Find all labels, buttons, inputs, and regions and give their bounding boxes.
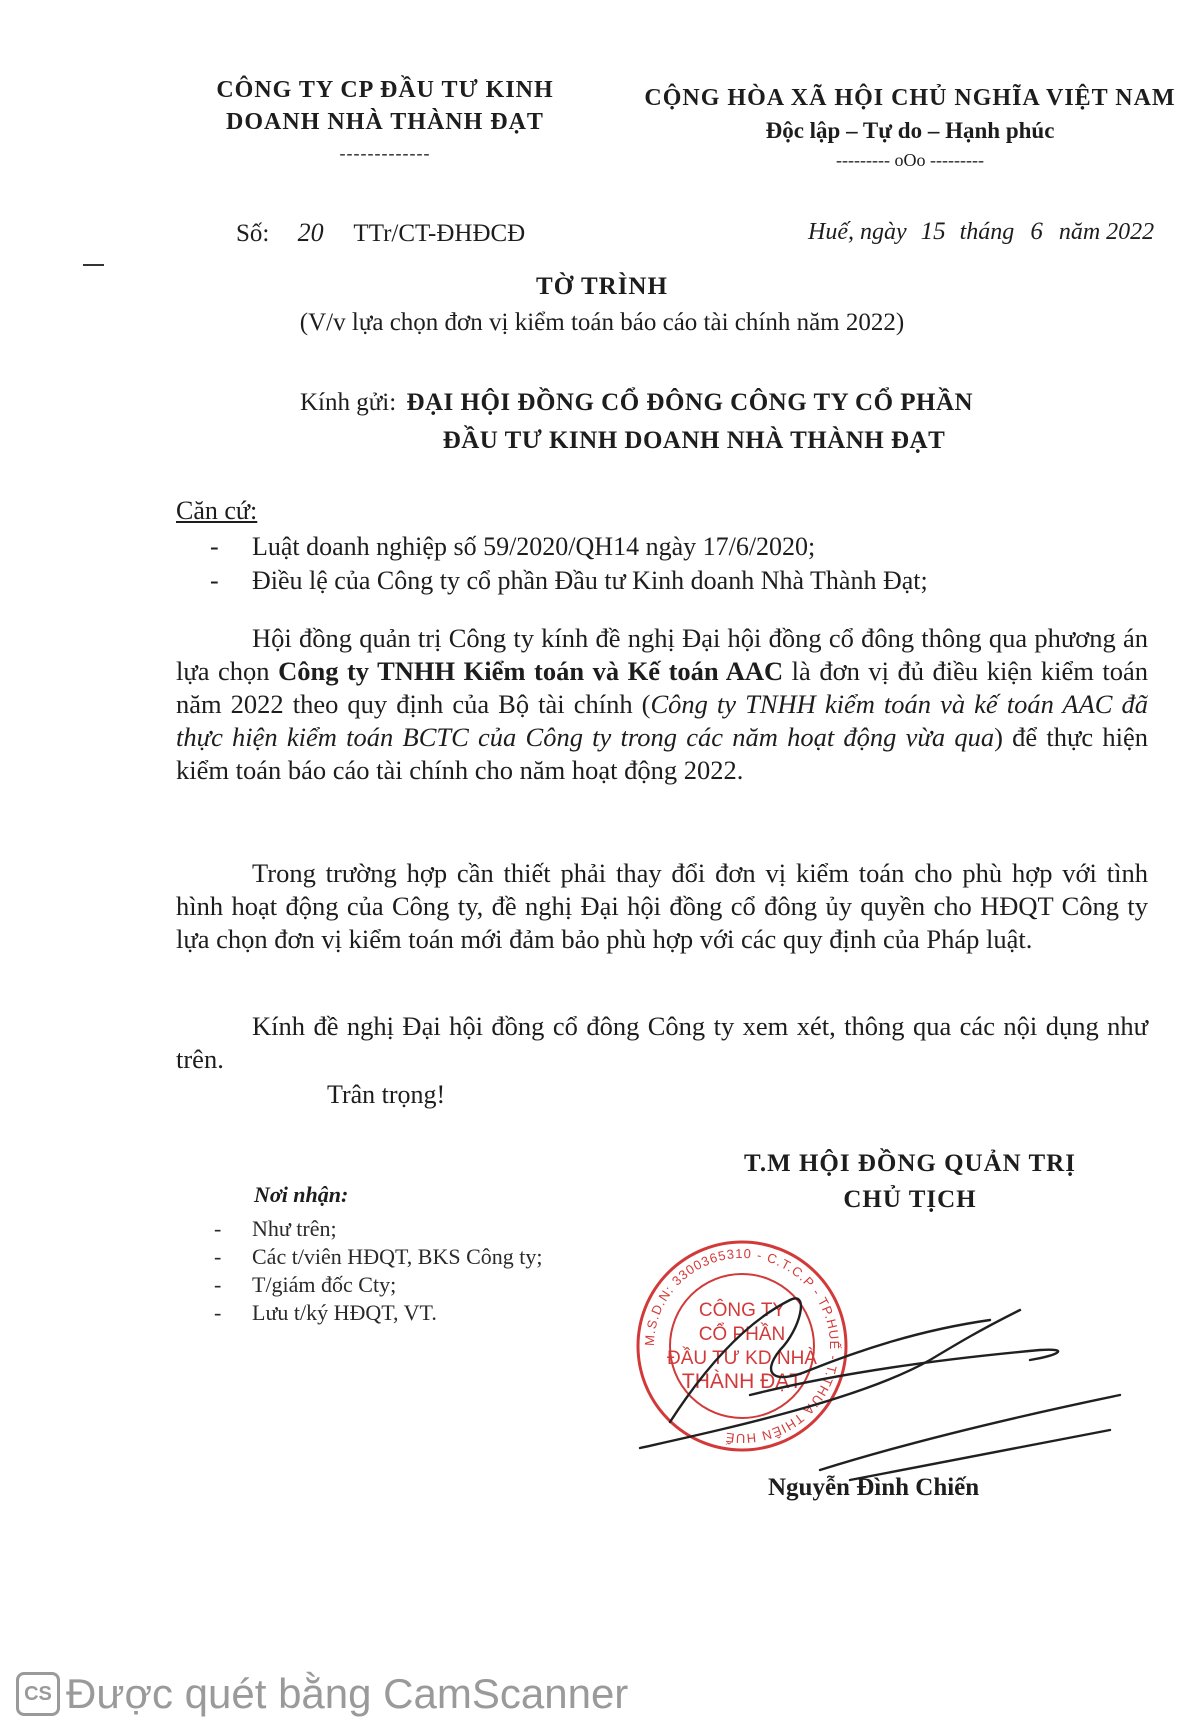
bullet-dash: - bbox=[210, 532, 219, 561]
bullet-dash: - bbox=[210, 566, 219, 595]
bullet-dash: - bbox=[214, 1244, 222, 1269]
paragraph1-text-3: ) để thực hiện kiểm toán báo cáo tài chính cho năm hoạt động 2022. bbox=[176, 722, 1149, 785]
bullet-dash: - bbox=[214, 1300, 222, 1325]
closing: Trân trọng! bbox=[327, 1080, 446, 1109]
basis-label-text: Căn cứ: bbox=[176, 496, 258, 525]
company-name-line2: DOANH NHÀ THÀNH ĐẠT bbox=[226, 109, 544, 135]
paragraph2-text: Trong trường hợp cần thiết phải thay đổi đơn vị kiểm toán cho phù hợp với tình hình hoạt động của Công ty, đề nghị Đại hội đồng cổ đông ủy quyền cho HĐQT Công ty lựa chọn đơn vị kiểm toán mới đảm bảo phù hợp với các quy định của Pháp luật. bbox=[176, 858, 1148, 954]
title-subject: (V/v lựa chọn đơn vị kiểm toán báo cáo tài chính năm 2022) bbox=[299, 309, 905, 336]
watermark-text: Được quét bằng CamScanner bbox=[66, 1670, 629, 1717]
date-month: 6 bbox=[1030, 218, 1043, 245]
basis-item-text: Điều lệ của Công ty cổ phần Đầu tư Kinh doanh Nhà Thành Đạt; bbox=[252, 566, 928, 595]
handwritten-signature bbox=[600, 1180, 1160, 1500]
reference-code: TTr/CT-ĐHĐCĐ bbox=[353, 220, 526, 247]
recipients-item bbox=[214, 1244, 542, 1270]
svg-text:THÀNH ĐẠT: THÀNH ĐẠT bbox=[681, 1370, 803, 1393]
recipient-name-line1: ĐẠI HỘI ĐỒNG CỔ ĐÔNG CÔNG TY CỔ PHẦN bbox=[406, 389, 974, 416]
signer-name: Nguyễn Đình Chiến bbox=[768, 1474, 980, 1501]
bullet-dash: - bbox=[214, 1272, 222, 1297]
basis-label bbox=[176, 494, 257, 527]
national-title: CỘNG HÒA XÃ HỘI CHỦ NGHĨA VIỆT NAM bbox=[644, 85, 1176, 111]
recipient-name-line2: ĐẦU TƯ KINH DOANH NHÀ THÀNH ĐẠT bbox=[442, 427, 946, 454]
national-header bbox=[640, 82, 1180, 172]
paragraph1-text: Hội đồng quản trị Công ty kính đề nghị Đại hội đồng cổ đông thông qua phương án lựa chọn bbox=[176, 623, 1148, 686]
company-name bbox=[190, 74, 580, 162]
signature-title-line2: CHỦ TỊCH bbox=[843, 1186, 977, 1213]
document-title bbox=[0, 271, 1204, 341]
national-divider: --------- oOo --------- bbox=[836, 150, 984, 170]
camscanner-logo-icon bbox=[16, 1672, 60, 1716]
reference-number bbox=[236, 218, 525, 248]
recipient-line1 bbox=[300, 384, 1060, 422]
date-year: năm 2022 bbox=[1058, 219, 1155, 245]
camscanner-logo-text: CS bbox=[24, 1682, 52, 1705]
reference-handwritten-number: 20 bbox=[297, 218, 324, 247]
company-name-line1: CÔNG TY CP ĐẦU TƯ KINH bbox=[216, 77, 554, 103]
bullet-dash: - bbox=[214, 1216, 222, 1241]
signature-title-line1: T.M HỘI ĐỒNG QUẢN TRỊ bbox=[744, 1150, 1076, 1177]
basis-item-text: Luật doanh nghiệp số 59/2020/QH14 ngày 17/6/2020; bbox=[252, 532, 816, 561]
auditor-note: Công ty TNHH kiểm toán và kế toán AAC đã thực hiện kiểm toán BCTC của Công ty trong các năm hoạt động vừa qua bbox=[176, 689, 1148, 752]
svg-text:ĐẦU TƯ KD NHÀ: ĐẦU TƯ KD NHÀ bbox=[667, 1348, 817, 1369]
watermark bbox=[16, 1666, 628, 1722]
paragraph-authorization bbox=[176, 857, 1148, 956]
recipient-label: Kính gửi: bbox=[300, 389, 397, 416]
paragraph3-text: Kính đề nghị Đại hội đồng cổ đông Công ty xem xét, thông qua các nội dụng như trên. bbox=[176, 1011, 1148, 1074]
svg-text:CÔNG TY: CÔNG TY bbox=[698, 1300, 786, 1321]
svg-text:M.S.D.N: 3300365310 - C.T.C.P: M.S.D.N: 3300365310 - C.T.C.P - TP.HUẾ - T.THỪA THIÊN HUẾ bbox=[641, 1245, 843, 1447]
paragraph1-text-2: là đơn vị đủ điều kiện kiểm toán năm 2022 theo quy định của Bộ tài chính ( bbox=[176, 656, 1149, 719]
recipients-item-text: Lưu t/ký HĐQT, VT. bbox=[252, 1300, 437, 1325]
scan-mark bbox=[82, 262, 106, 268]
basis-item bbox=[210, 566, 928, 596]
date-line bbox=[808, 218, 1154, 246]
recipients-item bbox=[214, 1272, 396, 1298]
paragraph-request bbox=[176, 1010, 1148, 1076]
recipients-item bbox=[214, 1300, 437, 1326]
recipients-label: Nơi nhận: bbox=[254, 1182, 349, 1207]
recipient-block bbox=[300, 384, 1060, 460]
basis-item bbox=[210, 532, 815, 562]
recipients-item-text: T/giám đốc Cty; bbox=[252, 1272, 397, 1297]
date-place: Huế, ngày bbox=[808, 219, 907, 245]
recipients-item bbox=[214, 1216, 337, 1242]
title-heading: TỜ TRÌNH bbox=[536, 273, 668, 300]
date-day: 15 bbox=[920, 218, 946, 245]
company-divider: ------------- bbox=[339, 143, 431, 163]
recipients-item-text: Như trên; bbox=[252, 1216, 337, 1241]
svg-text:CỔ PHẦN: CỔ PHẦN bbox=[698, 1324, 786, 1345]
date-month-label: tháng bbox=[959, 219, 1015, 245]
recipients-item-text: Các t/viên HĐQT, BKS Công ty; bbox=[252, 1244, 543, 1269]
reference-label: Số: bbox=[236, 220, 270, 247]
auditor-name: Công ty TNHH Kiểm toán và Kế toán AAC bbox=[278, 656, 784, 686]
paragraph-audit-proposal bbox=[176, 622, 1148, 787]
national-motto: Độc lập – Tự do – Hạnh phúc bbox=[765, 118, 1055, 143]
